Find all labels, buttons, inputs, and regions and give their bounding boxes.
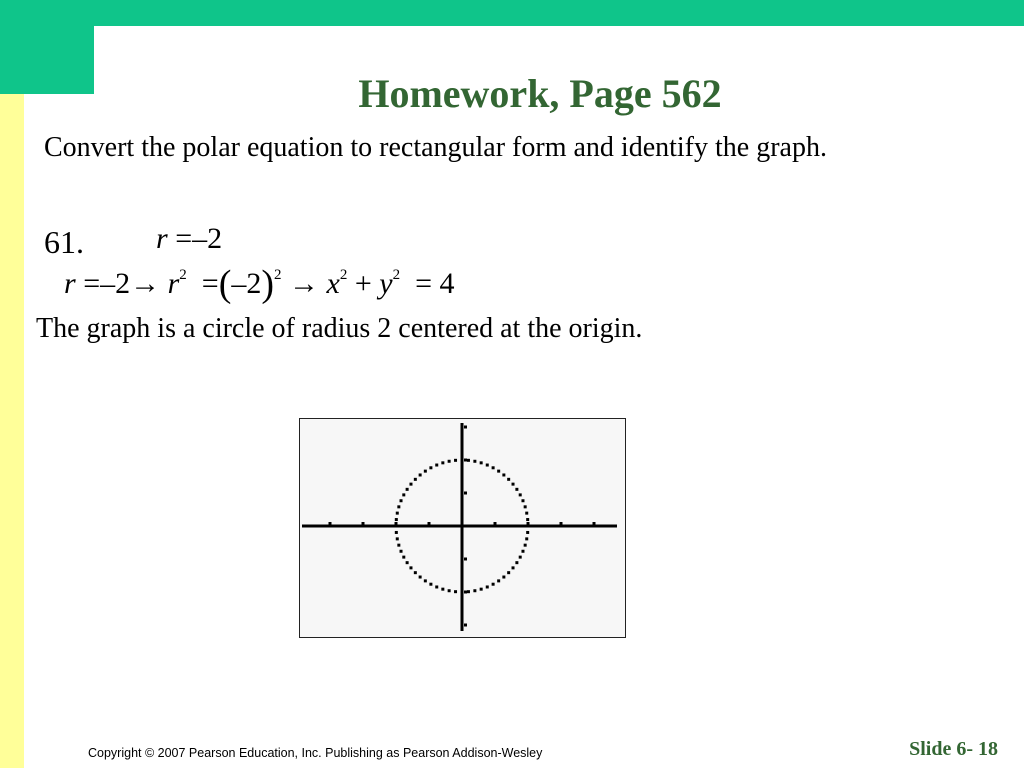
work-neg2-b: –2 xyxy=(231,267,262,300)
circle-point xyxy=(396,537,399,540)
circle-point xyxy=(402,493,405,496)
work-r: r xyxy=(64,267,76,300)
given-rhs: –2 xyxy=(192,222,223,255)
work-equals-1: = xyxy=(83,267,101,300)
slide-number: Slide 6- 18 xyxy=(909,738,998,760)
circle-point xyxy=(409,483,412,486)
circle-point xyxy=(419,473,422,476)
calculator-graph xyxy=(299,418,626,638)
circle-point xyxy=(521,550,524,553)
work-left-paren: ( xyxy=(218,263,232,305)
given-lhs: r xyxy=(156,222,168,255)
slide-title: Homework, Page 562 xyxy=(358,71,722,116)
circle-point xyxy=(527,525,530,528)
circle-point xyxy=(497,470,500,473)
circle-point xyxy=(492,583,495,586)
circle-point xyxy=(441,588,444,591)
y-tick xyxy=(464,624,467,627)
circle-point xyxy=(480,461,483,464)
circle-point xyxy=(526,518,529,521)
circle-point xyxy=(406,561,409,564)
circle-point xyxy=(502,473,505,476)
side-accent-bar xyxy=(0,94,24,768)
circle-point xyxy=(406,488,409,491)
circle-point xyxy=(395,531,398,534)
circle-point xyxy=(486,464,489,467)
circle-point xyxy=(397,544,400,547)
work-x: x xyxy=(326,267,340,300)
conversion-work xyxy=(64,262,455,306)
circle-point xyxy=(502,576,505,579)
circle-point xyxy=(524,505,527,508)
work-right-paren: ) xyxy=(261,263,275,305)
circle-point xyxy=(461,591,464,594)
circle-point xyxy=(524,544,527,547)
circle-point xyxy=(409,566,412,569)
conclusion-text: The graph is a circle of radius 2 centered at the origin. xyxy=(36,313,643,344)
circle-point xyxy=(525,537,528,540)
circle-point xyxy=(507,571,510,574)
circle-point xyxy=(461,459,464,462)
circle-point xyxy=(515,488,518,491)
y-tick xyxy=(464,591,467,594)
arrow-icon: → xyxy=(289,267,320,300)
problem-number: 61. xyxy=(44,224,84,260)
work-y-exponent: 2 xyxy=(392,267,401,283)
corner-accent-block xyxy=(0,0,94,94)
circle-point xyxy=(497,579,500,582)
circle-point xyxy=(429,583,432,586)
work-paren-exponent: 2 xyxy=(274,267,282,283)
circle-point xyxy=(395,525,398,528)
top-accent-bar xyxy=(0,0,1024,26)
x-tick xyxy=(593,522,596,525)
work-plus: + xyxy=(354,267,372,300)
circle-point xyxy=(512,483,515,486)
graph-canvas xyxy=(300,419,625,637)
circle-point xyxy=(435,464,438,467)
y-tick xyxy=(464,426,467,429)
circle-point xyxy=(515,561,518,564)
circle-point xyxy=(526,531,529,534)
circle-point xyxy=(507,478,510,481)
y-tick xyxy=(464,459,467,462)
work-equals-3: = xyxy=(415,267,433,300)
circle-point xyxy=(454,459,457,462)
circle-point xyxy=(419,576,422,579)
circle-point xyxy=(519,556,522,559)
instruction-text: Convert the polar equation to rectangular form and identify the graph. xyxy=(44,132,827,163)
circle-point xyxy=(492,466,495,469)
x-tick xyxy=(329,522,332,525)
x-tick xyxy=(362,522,365,525)
circle-point xyxy=(480,588,483,591)
circle-point xyxy=(397,505,400,508)
circle-point xyxy=(521,499,524,502)
circle-point xyxy=(396,512,399,515)
work-r-squared-base: r xyxy=(167,267,180,300)
circle-point xyxy=(525,512,528,515)
circle-point xyxy=(512,566,515,569)
circle-point xyxy=(467,590,470,593)
circle-point xyxy=(400,550,403,553)
circle-point xyxy=(395,518,398,521)
work-neg2-a: –2 xyxy=(100,267,131,300)
circle-point xyxy=(448,589,451,592)
work-r-exponent: 2 xyxy=(179,267,187,283)
circle-point xyxy=(429,466,432,469)
circle-point xyxy=(400,499,403,502)
circle-point xyxy=(435,585,438,588)
circle-point xyxy=(414,478,417,481)
y-tick xyxy=(464,492,467,495)
x-tick xyxy=(428,522,431,525)
circle-point xyxy=(441,461,444,464)
copyright-footer: Copyright © 2007 Pearson Education, Inc. Publishing as Pearson Addison-Wesley xyxy=(88,746,543,760)
circle-point xyxy=(467,459,470,462)
circle-point xyxy=(519,493,522,496)
circle-point xyxy=(402,556,405,559)
given-equals: = xyxy=(175,222,193,255)
circle-point xyxy=(486,585,489,588)
work-y: y xyxy=(379,267,393,300)
work-four: 4 xyxy=(439,267,455,300)
x-tick xyxy=(560,522,563,525)
circle-point xyxy=(454,590,457,593)
work-x-exponent: 2 xyxy=(339,267,348,283)
circle-point xyxy=(424,470,427,473)
arrow-icon: → xyxy=(130,267,161,300)
circle-point xyxy=(424,579,427,582)
circle-point xyxy=(448,460,451,463)
x-tick xyxy=(494,522,497,525)
y-tick xyxy=(464,558,467,561)
circle-point xyxy=(473,589,476,592)
circle-point xyxy=(414,571,417,574)
given-equation xyxy=(156,222,222,256)
circle-point xyxy=(473,460,476,463)
work-equals-2: = xyxy=(201,267,219,300)
